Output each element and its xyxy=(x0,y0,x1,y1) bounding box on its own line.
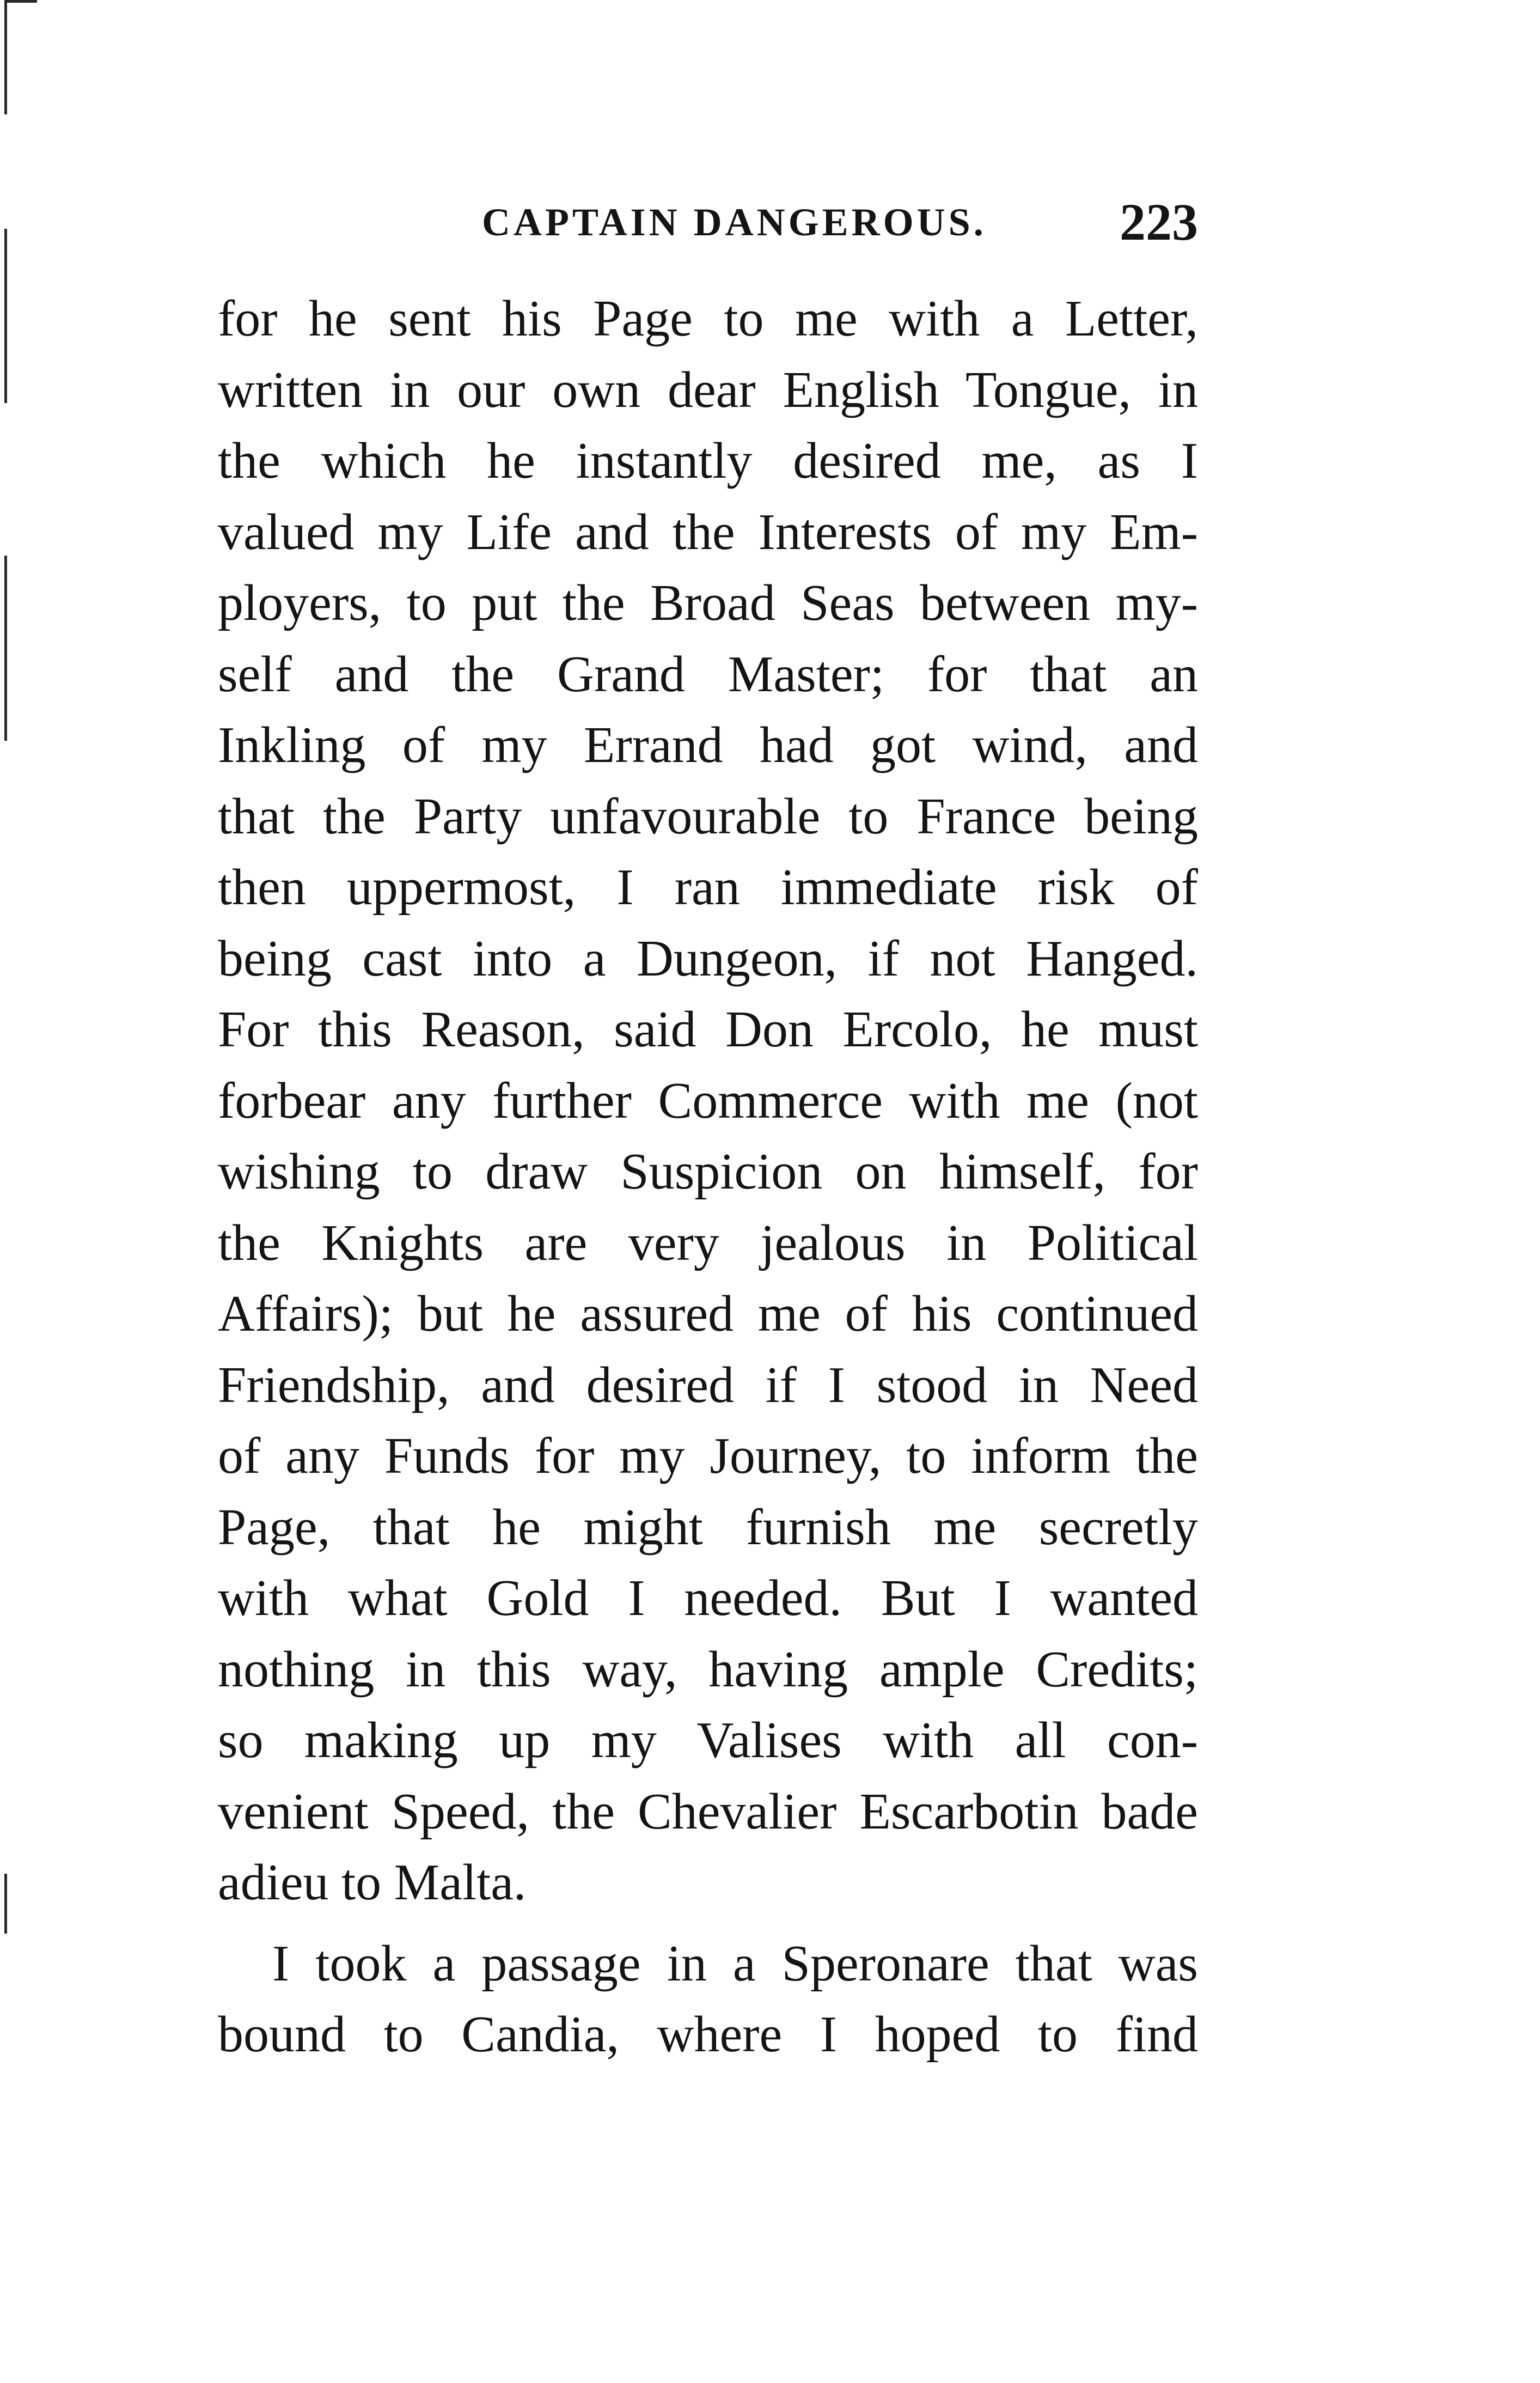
text-line: ployers, to put the Broad Seas between my- xyxy=(218,575,1198,631)
text-line: nothing in this way, having ample Credits; xyxy=(218,1641,1198,1698)
text-line: written in our own dear English Tongue, in xyxy=(218,361,1198,418)
text-line: self and the Grand Master; for that an xyxy=(218,645,1198,703)
text-line: so making up my Valises with all con- xyxy=(218,1712,1198,1769)
paragraph-gap xyxy=(218,1918,1198,1928)
text-line: venient Speed, the Chevalier Escarbotin bade xyxy=(218,1783,1198,1840)
text-line: that the Party unfavourable to France being xyxy=(218,788,1198,845)
scan-edge-mark xyxy=(4,1874,7,1934)
text-line: for he sent his Page to me with a Letter, xyxy=(218,290,1198,347)
text-line: then uppermost, I ran immediate risk of xyxy=(218,859,1198,916)
text-line: Friendship, and desired if I stood in Need xyxy=(218,1356,1198,1413)
text-line: the Knights are very jealous in Political xyxy=(218,1214,1198,1271)
text-line: Affairs); but he assured me of his continued xyxy=(218,1285,1198,1342)
scan-edge-mark xyxy=(4,0,7,114)
scan-edge-mark xyxy=(4,556,7,741)
text-line: I took a passage in a Speronare that was xyxy=(272,1935,1198,1992)
text-line: bound to Candia, where I hoped to find xyxy=(218,2006,1198,2063)
text-line: Page, that he might furnish me secretly xyxy=(218,1498,1198,1556)
scan-edge-mark xyxy=(4,0,37,3)
text-line: forbear any further Commerce with me (not xyxy=(218,1072,1198,1129)
running-head xyxy=(218,193,1198,261)
text-line: the which he instantly desired me, as I xyxy=(218,432,1198,489)
text-line: Inkling of my Errand had got wind, and xyxy=(218,717,1198,773)
text-line: with what Gold I needed. But I wanted xyxy=(218,1570,1198,1626)
text-line: adieu to Malta. xyxy=(218,1854,527,1911)
body-text xyxy=(218,283,1198,2070)
page-number: 223 xyxy=(1120,193,1198,251)
text-line: being cast into a Dungeon, if not Hanged. xyxy=(218,930,1198,987)
text-line: wishing to draw Suspicion on himself, for xyxy=(218,1143,1198,1200)
running-title: CAPTAIN DANGEROUS. xyxy=(482,200,987,244)
text-line: of any Funds for my Journey, to inform the xyxy=(218,1428,1198,1484)
text-line: valued my Life and the Interests of my Em- xyxy=(218,503,1198,560)
text-line: For this Reason, said Don Ercolo, he must xyxy=(218,1001,1198,1058)
scan-edge-mark xyxy=(4,229,7,403)
